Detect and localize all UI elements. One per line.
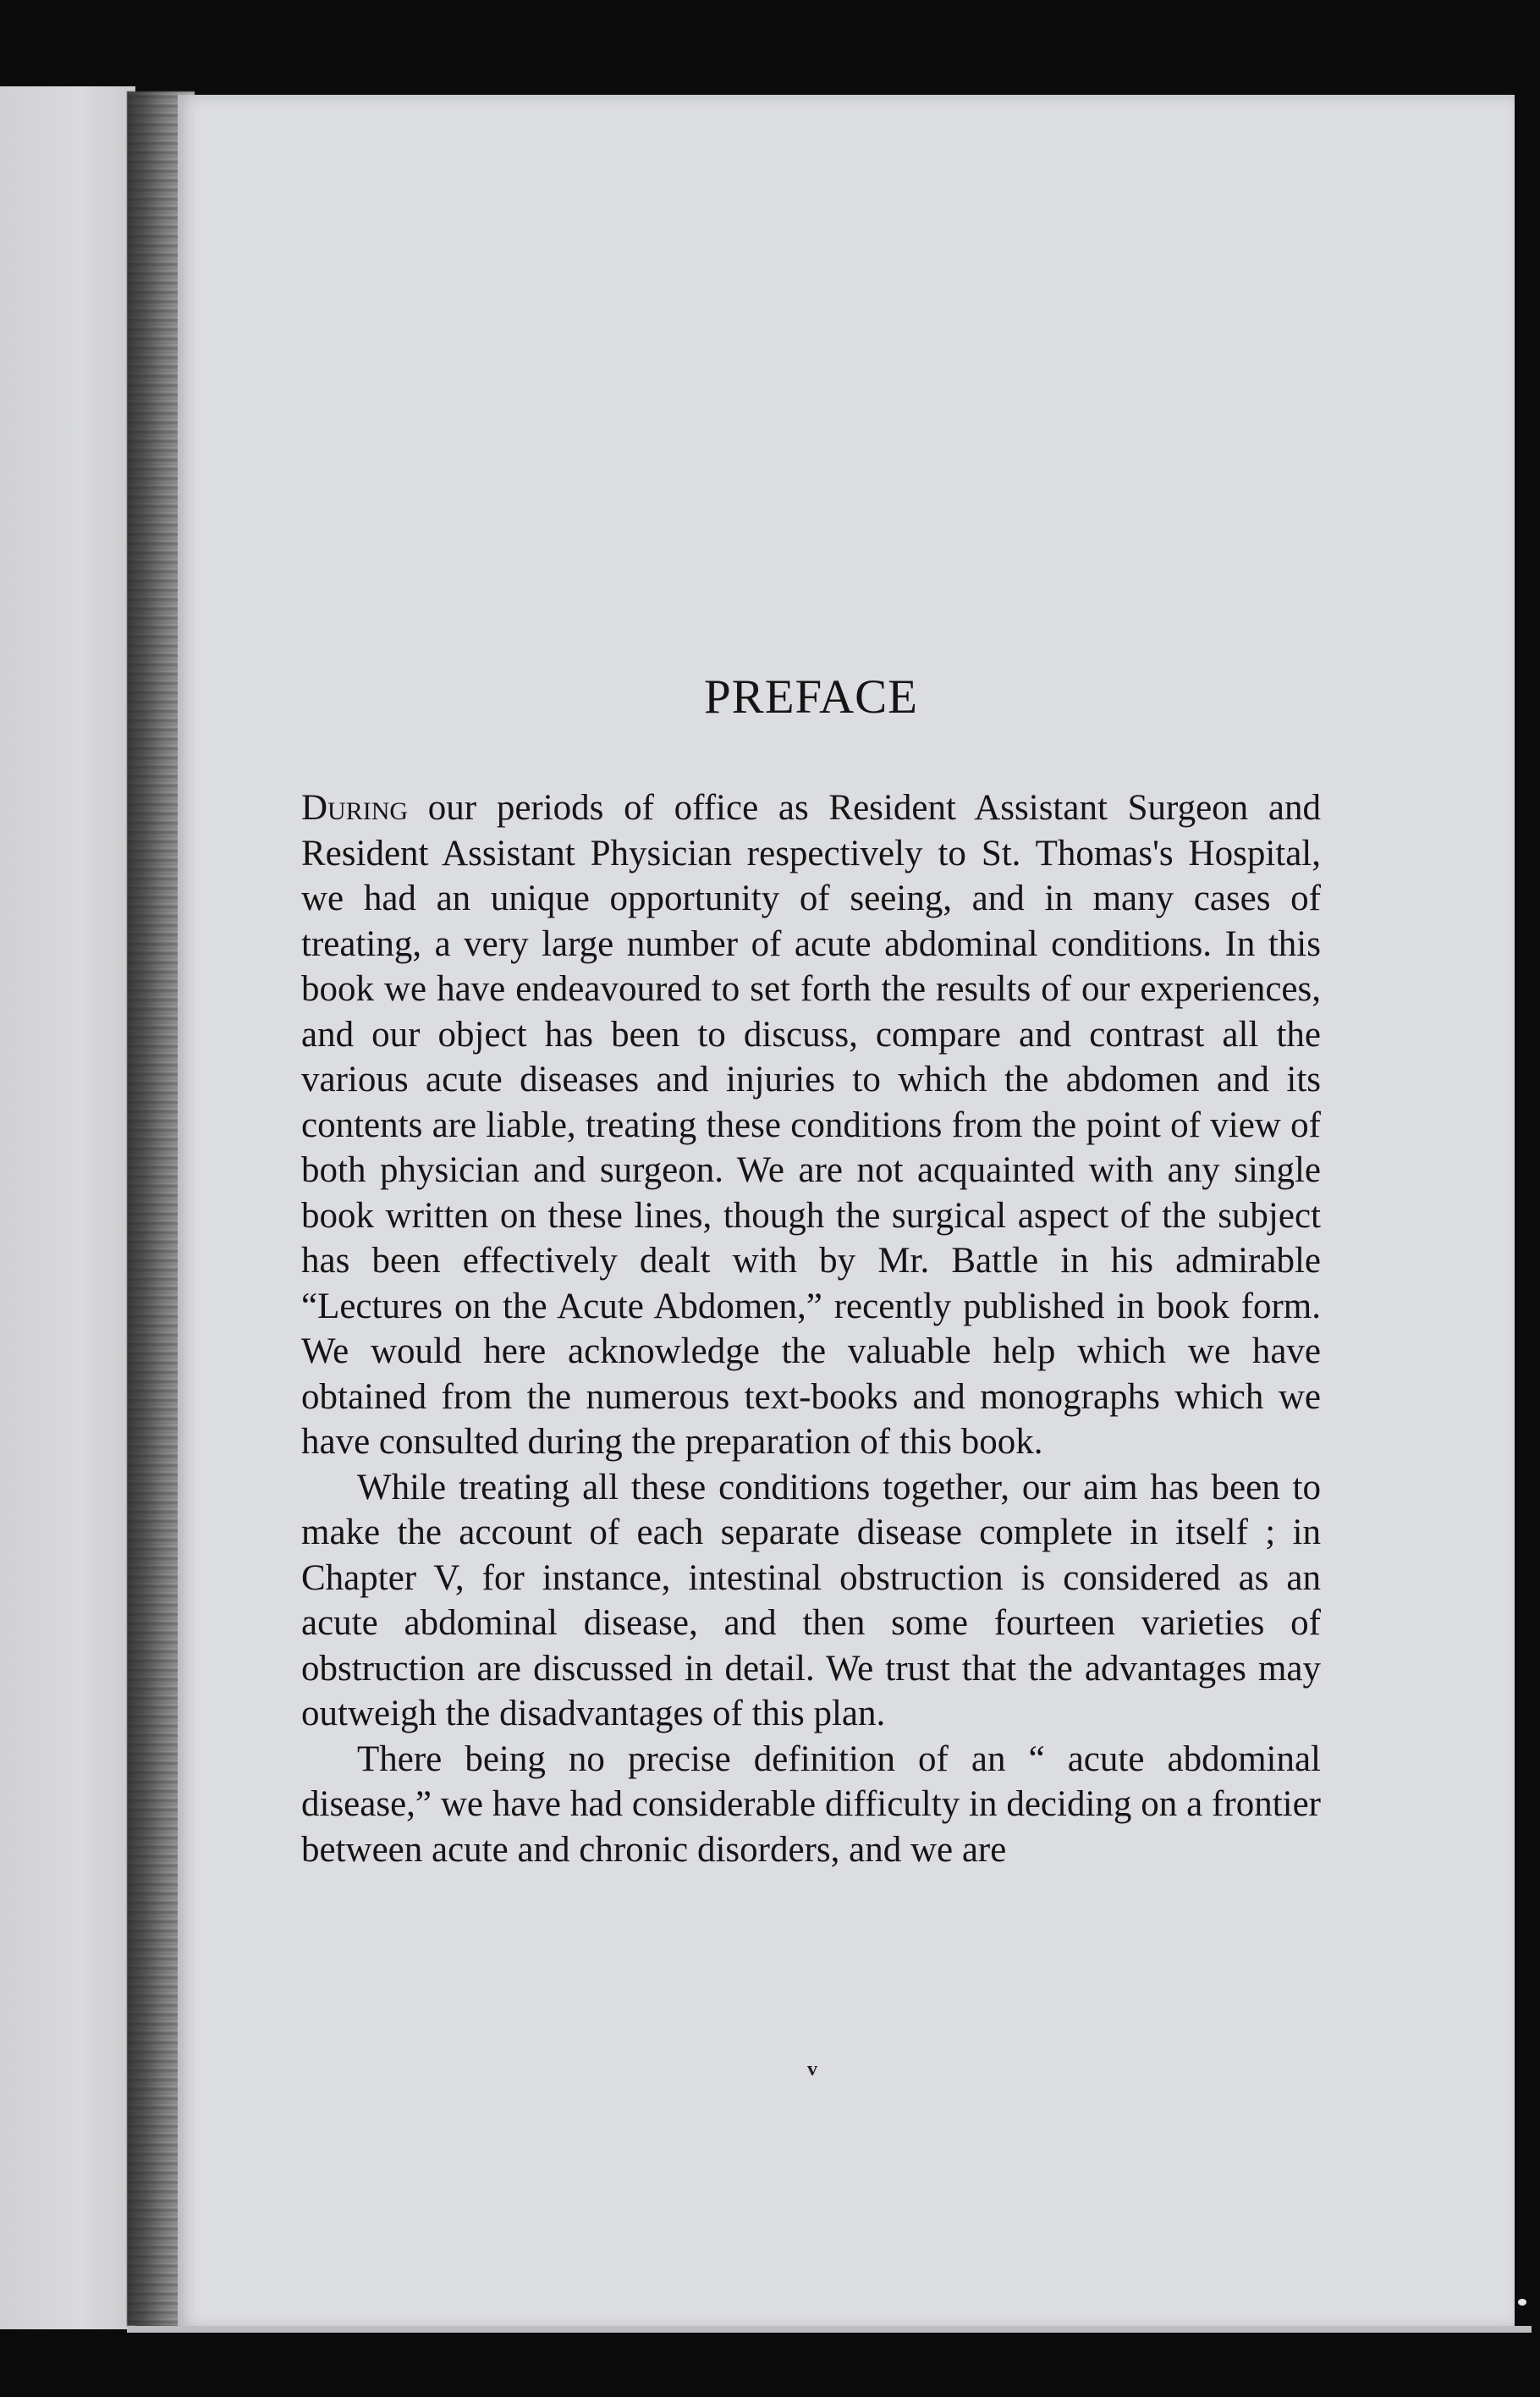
page-bottom-edge [127, 2326, 1532, 2333]
preface-paragraph-3: There being no precise definition of an “ acute abdominal disease,” we have had considerable difficulty in deciding on a frontier between acute and chronic disorders, and we are [301, 1739, 1321, 1870]
paragraph-lead-word: During [301, 788, 409, 828]
preface-paragraph-1 [301, 785, 1321, 1465]
page-title: PREFACE [703, 670, 918, 724]
paragraph-text: our periods of office as Resident Assistant Surgeon and Resident Assistant Physician respectively to St. Thomas's Hospital, we had an unique opportunity of seeing, and in many cases of treating, a very large number of acute abdominal conditions. In this book we have endeavoured to set forth the results of our experiences, and our object has been to discuss, compare and contrast all the various acute diseases and injuries to which the abdomen and its contents are liable, treating these conditions from the point of view of both physician and surgeon. We are not acquainted with any single book written on these lines, though the surgical aspect of the subject has been effectively dealt with by Mr. Battle in his admirable “Lectures on the Acute Abdomen,” recently published in book form. We would here acknowledge the valuable help which we have obtained from the numerous text-books and monographs which we have consulted during the preparation of this book. [301, 788, 1321, 1462]
preface-paragraph-2: While treating all these conditions together, our aim has been to make the account of each separate disease complete in itself ; in Chapter V, for instance, intestinal obstruction is considered as an acute abdominal disease, and then some fourteen varieties of obstruction are discussed in detail. We trust that the advantages may outweigh the disadvantages of this plan. [301, 1467, 1321, 1733]
page-number: v [807, 2058, 817, 2080]
facing-page-edge [0, 86, 135, 2329]
scan-speck [1518, 2299, 1526, 2306]
page-text-block [301, 667, 1321, 1872]
